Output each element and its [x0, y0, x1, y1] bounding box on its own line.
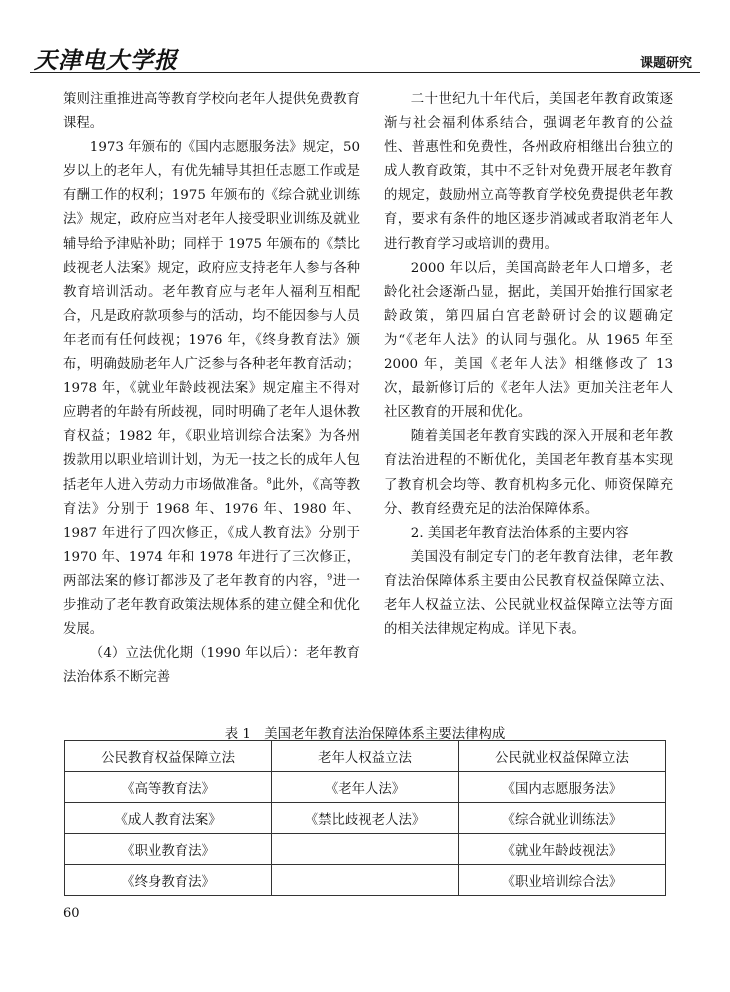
- header-rule: [30, 72, 700, 73]
- table-cell: [272, 834, 459, 865]
- table-cell: 《职业培训综合法》: [458, 865, 665, 896]
- table-row: [65, 772, 666, 803]
- section-label: 课题研究: [639, 56, 692, 71]
- paragraph: 策则注重推进高等教育学校向老年人提供免费教育课程。: [63, 92, 360, 132]
- paragraph: 二十世纪九十年代后，美国老年教育政策逐渐与社会福利体系结合，强调老年教育的公益性、普惠性和免费性，各州政府相继出台独立的成人教育政策，其中不乏针对免费开展老年教育的规定，鼓励州立高等教育学校免费提供老年教育，要求有条件的地区逐步消减或者取消老年人进行教育学习或培训的费用。: [384, 92, 673, 252]
- table-cell: 《职业教育法》: [65, 834, 272, 865]
- journal-logo: 天津电大学报: [34, 47, 178, 74]
- paragraph: 美国没有制定专门的老年教育法律，老年教育法治保障体系主要由公民教育权益保障立法、老年人权益立法、公民就业权益保障立法等方面的相关法律规定构成。详见下表。: [384, 549, 673, 638]
- table-cell: 《终身教育法》: [65, 865, 272, 896]
- paragraph: 随着美国老年教育实践的深入开展和老年教育法治进程的不断优化，美国老年教育基本实现了教育机会均等、教育机构多元化、师资保障充分、教育经费充足的法治保障体系。: [384, 429, 673, 517]
- paragraph-text: 进一步推动了老年教育政策法规体系的建立健全和优化发展。: [63, 573, 361, 638]
- page-header: [30, 42, 700, 74]
- page-number: 60: [63, 906, 80, 921]
- table-row: [65, 865, 666, 896]
- table-cell: 《老年人法》: [272, 772, 459, 803]
- section-heading: 2. 美国老年教育法治体系的主要内容: [410, 525, 629, 541]
- table-header: 公民教育权益保障立法: [65, 741, 272, 772]
- footnote-ref: 9: [327, 572, 333, 582]
- table-header-row: [65, 741, 666, 772]
- left-column: [63, 88, 360, 690]
- paragraph-text: 1973 年颁布的《国内志愿服务法》规定，50 岁以上的老年人，有优先辅导其担任志愿工作或是有酬工作的权利；1975 年颁布的《综合就业训练法》规定，政府应当对老年人接受职业训练及就业辅导给予津贴补助；同样于 1975 年颁布的《禁比歧视老人法案》规定，政府应支持老年人参与各种教育培训活动。老年教育应与老年人福利互相配合，凡是政府款项参与的活动，均不能因参与人员年老而有任何歧视；1976 年，《终身教育法》颁布，明确鼓励老年人广泛参与各种老年教育活动；1978 年，《就业年龄歧视法案》规定雇主不得对应聘者的年龄有所歧视，同时明确了老年人退休教育权益；1982 年，《职业培训综合法案》为各州拨款用以职业培训计划，为无一技之长的成年人包括老年人进入劳动力市场做准备。: [63, 140, 361, 493]
- footnote-ref: 8: [266, 476, 272, 486]
- paragraph: [63, 136, 360, 642]
- table-caption: 表 1 美国老年教育法治保障体系主要法律构成: [224, 727, 506, 742]
- table-header: 公民就业权益保障立法: [458, 741, 665, 772]
- table-cell: 《成人教育法案》: [65, 803, 272, 834]
- table-row: [65, 834, 666, 865]
- table-cell: 《禁比歧视老人法》: [272, 803, 459, 834]
- paragraph-text: 此外，《高等教育法》分别于 1968 年、1976 年、1980 年、1987 年进行了四次修正，《成人教育法》分别于 1970 年、1974 年和 1978 年进行了三次修正，两部法案的修订都涉及了老年教育的内容，: [63, 477, 360, 589]
- laws-table: [64, 740, 666, 896]
- right-column: [384, 88, 673, 642]
- paragraph: 2000 年以后，美国高龄老年人口增多，老龄化社会逐渐凸显，据此，美国开始推行国家老龄政策，第四届白宫老龄研讨会的议题确定为“《老年人法》的认同与强化。从 1965 年至 2000 年，美国《老年人法》相继修改了 13 次，最新修订后的《老年人法》更加关注老年人社区教育的开展和优化。: [384, 260, 673, 421]
- table-row: [65, 803, 666, 834]
- table-cell: 《高等教育法》: [65, 772, 272, 803]
- table-cell: 《就业年龄歧视法》: [458, 834, 665, 865]
- table-cell: 《国内志愿服务法》: [458, 772, 665, 803]
- table-cell: [272, 865, 459, 896]
- table-header: 老年人权益立法: [272, 741, 459, 772]
- subheading: （4）立法优化期（1990 年以后）：老年教育法治体系不断完善: [63, 646, 360, 686]
- table-cell: 《综合就业训练法》: [458, 803, 665, 834]
